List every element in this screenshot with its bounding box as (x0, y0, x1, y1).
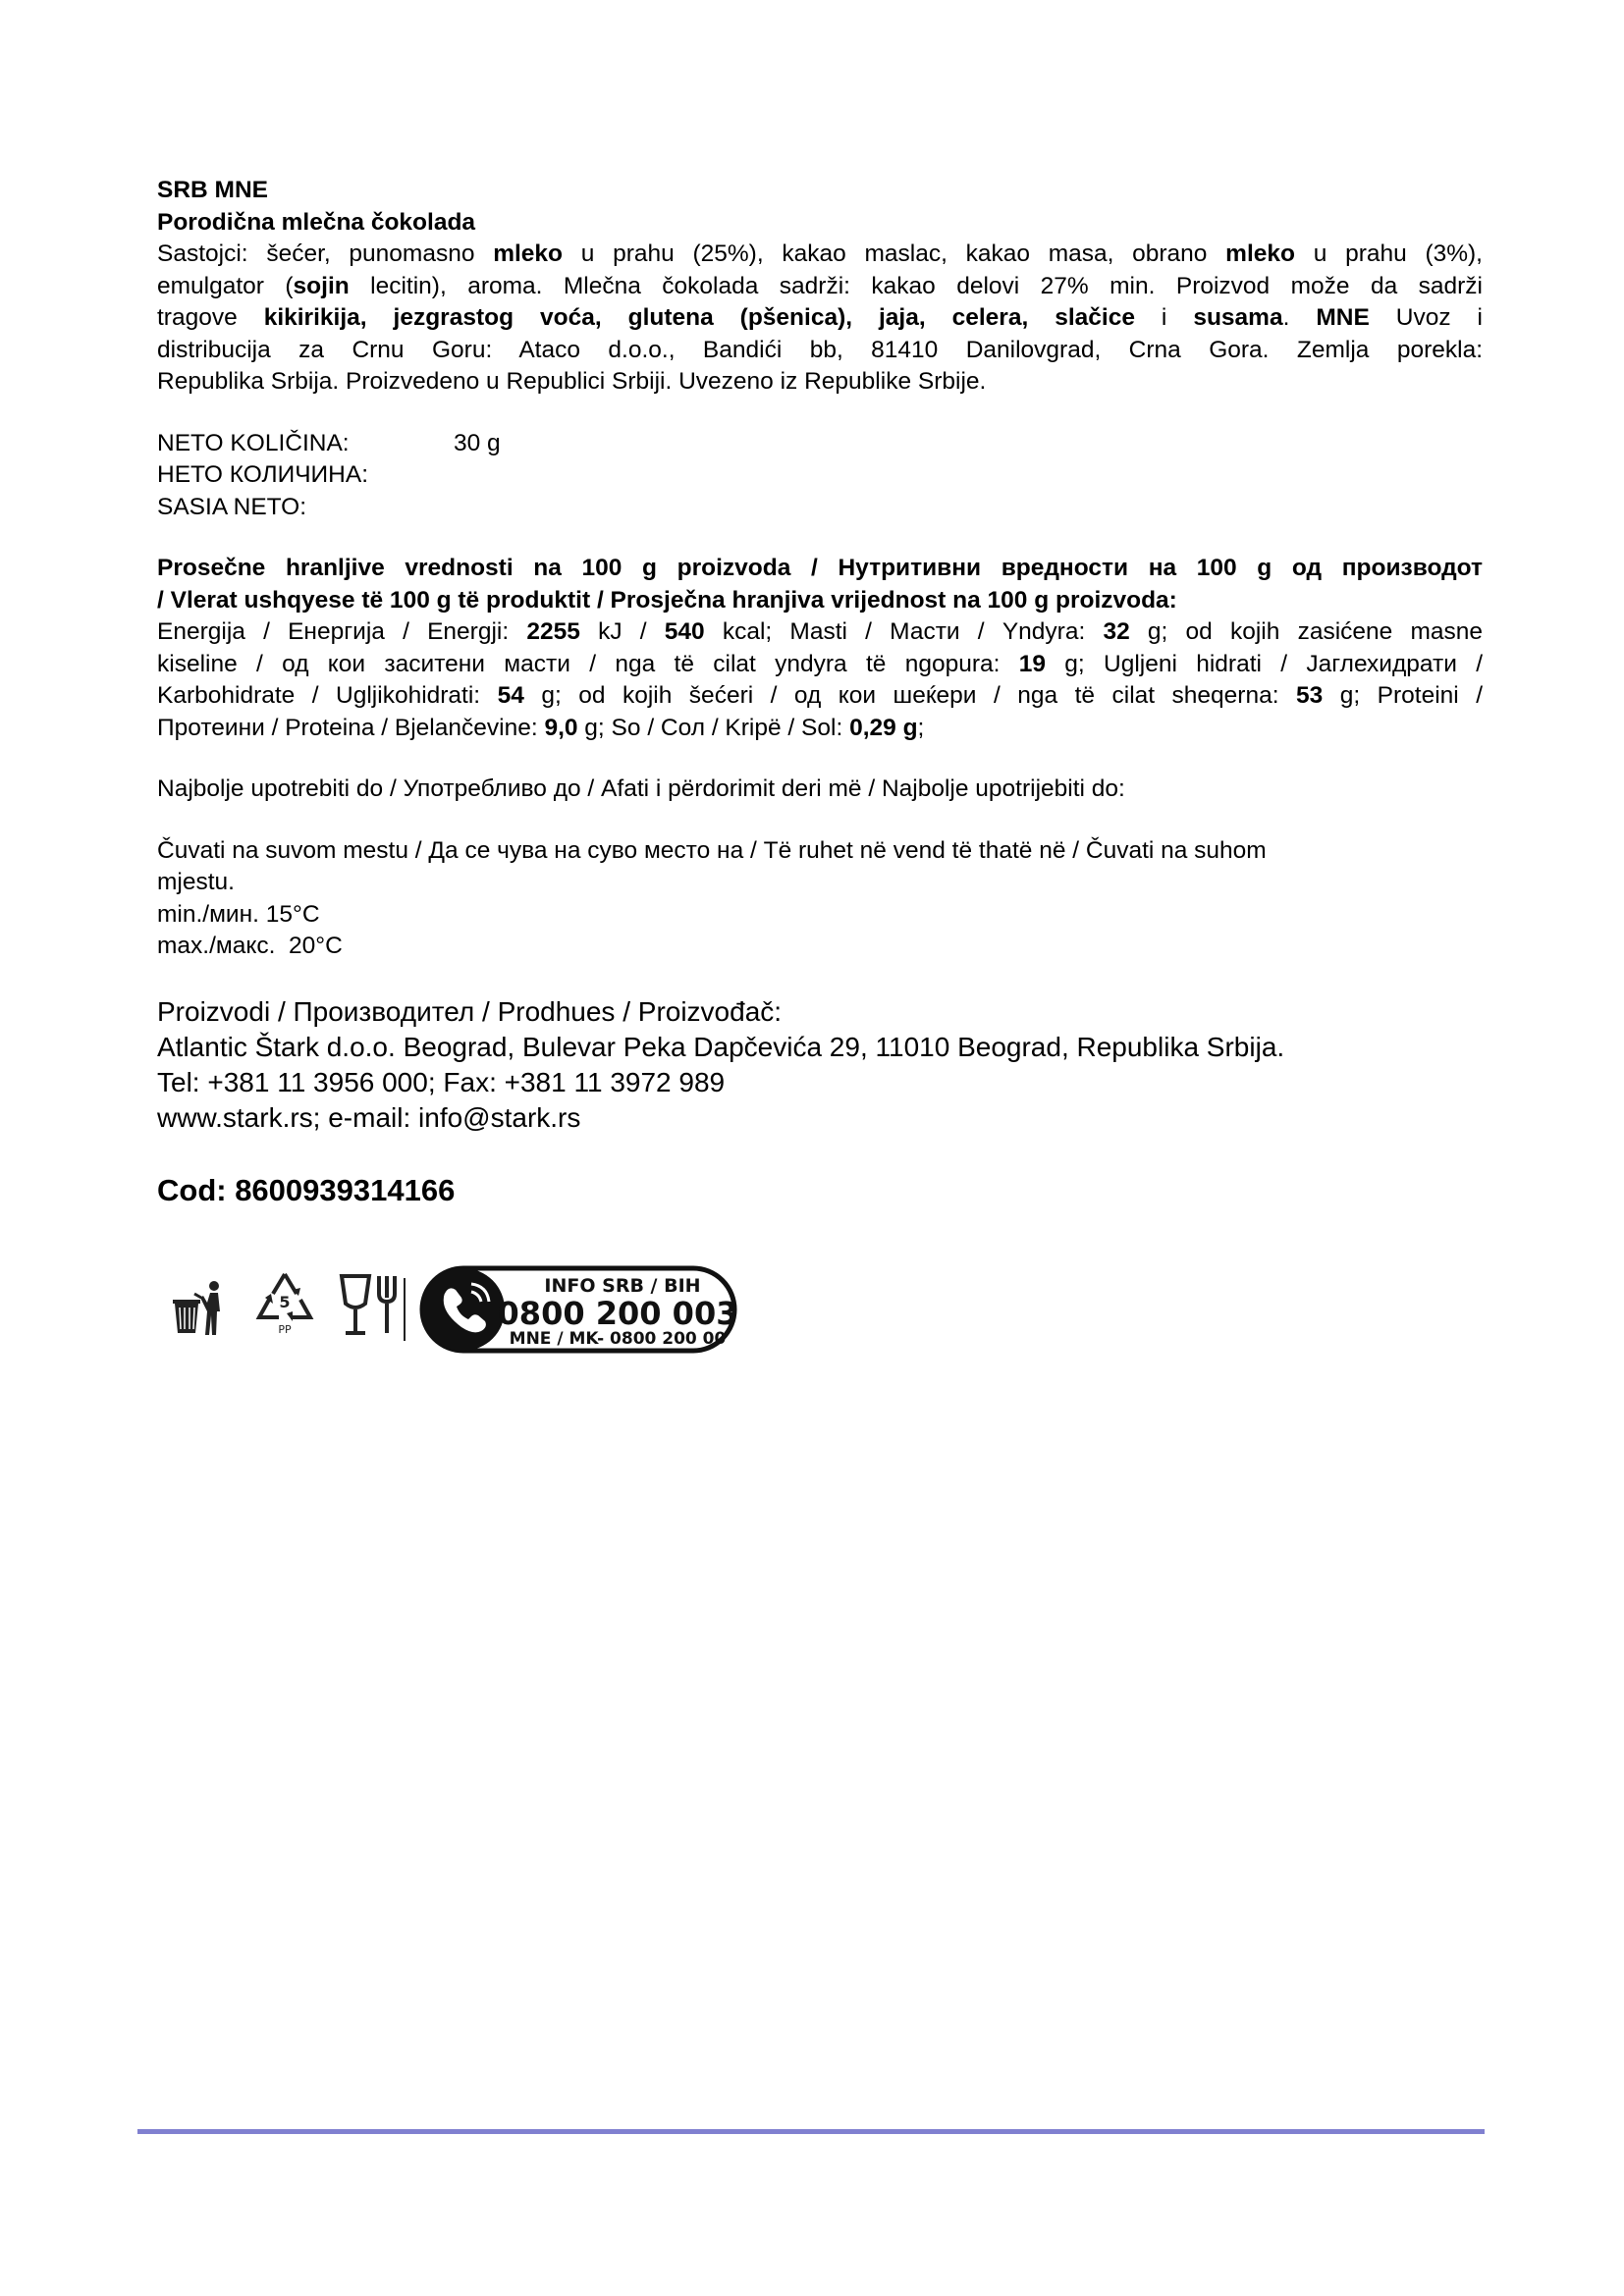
net-quantity-label-albanian: SASIA NETO: (157, 493, 307, 520)
info-mne-number: MNE / MK- 0800 200 00 (509, 1329, 727, 1349)
ingredients-paragraph (157, 239, 1483, 399)
recycling-material: PP (278, 1323, 292, 1336)
producer-address: Atlantic Štark d.o.o. Beograd, Bulevar Peka Dapčevića 29, 11010 Beograd, Republika Srbija. (157, 1031, 1285, 1062)
net-quantity-label-cyrillic: НЕТО КОЛИЧИНА: (157, 461, 369, 488)
net-quantity-label-latin: NETO KOLIČINA: (157, 429, 350, 456)
storage-block (157, 835, 1483, 963)
ingredients-line-4: distribucija za Crnu Goru: Ataco d.o.o., Bandići bb, 81410 Danilovgrad, Crna Gora. Zemlja porekla: (157, 336, 1483, 363)
nutrition-heading-line-1: Prosečne hranljive vrednosti na 100 g proizvoda / Нутритивни вредности на 100 g од производот (157, 555, 1483, 581)
storage-line-2: mjestu. (157, 869, 235, 895)
country-codes: SRB MNE (157, 177, 268, 203)
nutrition-line-4: Протеини / Proteina / Bjelančevine: 9,0 g; So / Сол / Kripë / Sol: 0,29 g; (157, 714, 925, 741)
tidyman-icon (169, 1276, 232, 1339)
producer-label: Proizvodi / Производител / Prodhues / Proizvođač: (157, 995, 783, 1027)
ingredients-line-1: Sastojci: šećer, punomasno mleko u prahu (25%), kakao maslac, kakao masa, obrano mleko u prahu (3%), (157, 240, 1483, 267)
producer-web: www.stark.rs; e-mail: info@stark.rs (157, 1101, 581, 1133)
ingredients-line-5: Republika Srbija. Proizvedeno u Republici Srbiji. Uvezeno iz Republike Srbije. (157, 368, 987, 395)
storage-line-1: Čuvati na suvom mestu / Да се чува на суво место на / Të ruhet në vend të thatë në / Čuvati na suhom (157, 836, 1267, 864)
ingredients-line-3: tragove kikirikija, jezgrastog voća, glutena (pšenica), jaja, celera, slačice i susama. MNE Uvoz i (157, 304, 1483, 331)
info-phone-badge (416, 1262, 740, 1357)
producer-block (157, 994, 1483, 1136)
net-quantity-value: 30 g (454, 429, 501, 456)
storage-min-temp: min./мин. 15°C (157, 900, 320, 928)
product-name: Porodična mlečna čokolada (157, 208, 476, 236)
product-code: Cod: 8600939314166 (157, 1172, 456, 1207)
net-quantity-block (157, 428, 1483, 524)
nutrition-line-3: Karbohidrate / Ugljikohidrati: 54 g; od kojih šećeri / од кои шеќери / nga të cilat sheqerna: 53 g; Proteini / (157, 682, 1483, 709)
info-title: INFO SRB / BIH (544, 1275, 701, 1297)
nutrition-paragraph (157, 553, 1483, 744)
nutrition-heading-line-2: / Vlerat ushqyese të 100 g të produktit / Prosječna hranjiva vrijednost na 100 g proizvoda: (157, 586, 1177, 614)
recycling-code: 5 (279, 1293, 291, 1311)
best-before-label: Najbolje upotrebiti do / Употребливо до / Afati i përdorimit deri më / Najbolje upotrijebiti do: (157, 775, 1125, 802)
footer-rule (137, 2129, 1485, 2134)
ingredients-line-2: emulgator (sojin lecitin), aroma. Mlečna čokolada sadrži: kakao delovi 27% min. Proizvod može da sadrži (157, 272, 1483, 299)
producer-phone: Tel: +381 11 3956 000; Fax: +381 11 3972 989 (157, 1066, 726, 1097)
label-document (157, 175, 1483, 1208)
food-contact-icon (336, 1268, 410, 1343)
nutrition-line-1: Energija / Енергија / Energji: 2255 kJ / 540 kcal; Masti / Масти / Yndyra: 32 g; od kojih zasićene masne (157, 618, 1483, 645)
info-phone-number: 0800 200 003 (497, 1295, 738, 1332)
nutrition-line-2: kiseline / од кои заситени масти / nga të cilat yndyra të ngopura: 19 g; Ugljeni hidrati / Јаглехидрати / (157, 650, 1483, 677)
recycling-pp-icon (253, 1268, 316, 1337)
storage-max-temp: max./макс. 20°C (157, 933, 343, 959)
symbols-row (169, 1262, 758, 1361)
